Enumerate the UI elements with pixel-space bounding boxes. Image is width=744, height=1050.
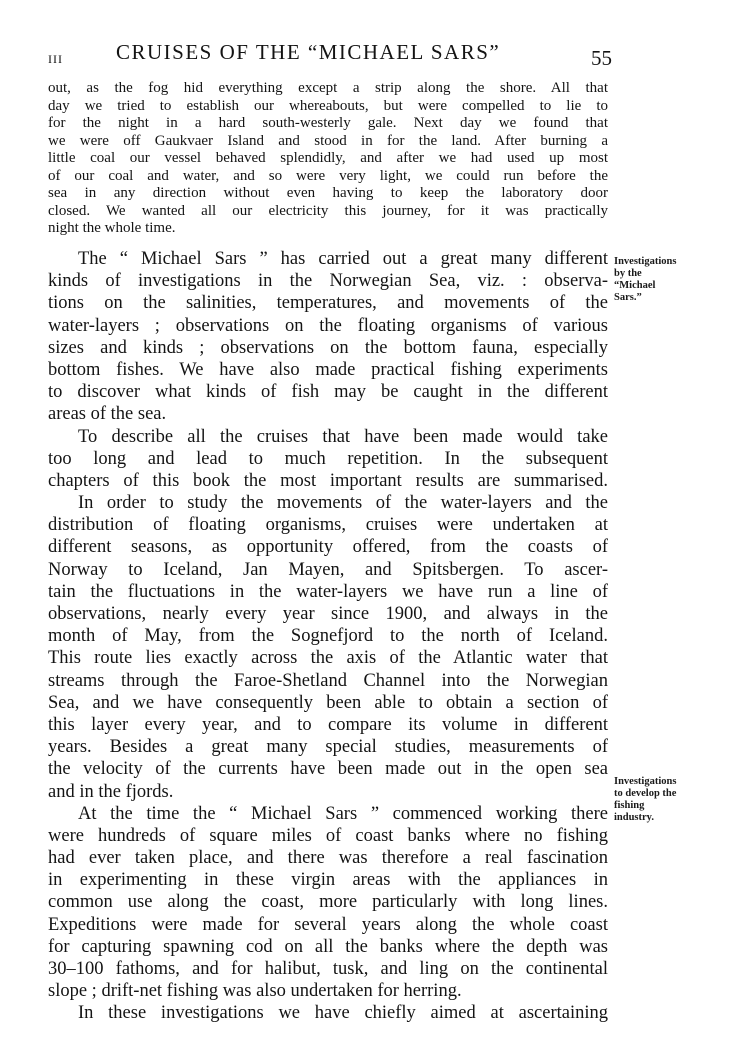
text-line: water-layers ; observations on the floating organisms of various: [48, 315, 608, 336]
text-line: for the night in a hard south-westerly gale. Next day we found that: [48, 115, 608, 131]
text-line: day we tried to establish our whereabouts, but were compelled to lie to: [48, 97, 608, 114]
main-text: [48, 248, 608, 1025]
text-line: month of May, from the Sognefjord to the north of Iceland.: [48, 626, 608, 647]
margin-note-line: Investigations: [614, 256, 677, 267]
text-line: tain the fluctuations in the water-layers we have run a line of: [48, 581, 608, 602]
text-line: and in the fjords.: [48, 781, 174, 802]
text-line: Expeditions were made for several years along the whole coast: [48, 914, 608, 935]
text-line: areas of the sea.: [48, 404, 167, 425]
text-line: bottom fishes. We have also made practical fishing experiments: [48, 359, 608, 380]
text-line: slope ; drift-net fishing was also undertaken for herring.: [48, 981, 462, 1002]
text-line: too long and lead to much repetition. In the subsequent: [48, 448, 608, 469]
text-line: kinds of investigations in the Norwegian Sea, viz. : observa-: [48, 271, 608, 292]
text-line: for capturing spawning cod on all the banks where the depth was: [48, 936, 608, 957]
text-line: we were off Gaukvaer Island and stood in for the land. After burning a: [48, 132, 608, 149]
text-line: 30–100 fathoms, and for halibut, tusk, and ling on the continental: [48, 959, 608, 979]
margin-note-line: to develop the: [614, 788, 677, 799]
text-line: closed. We wanted all our electricity this journey, for it was practically: [48, 202, 608, 219]
text-line: night the whole time.: [48, 220, 176, 236]
text-line: little coal our vessel behaved splendidly, and after we had used up most: [48, 150, 608, 166]
text-line: chapters of this book the most important results are summarised.: [48, 470, 608, 491]
running-title: CRUISES OF THE “MICHAEL SARS”: [116, 40, 501, 64]
text-line: sea in any direction without even having to keep the laboratory door: [48, 185, 608, 201]
margin-note-line: by the: [614, 268, 642, 279]
margin-note-line: industry.: [614, 812, 654, 823]
text-line: This route lies exactly across the axis of the Atlantic water that: [48, 648, 608, 669]
text-line: the velocity of the currents have been made out in the open sea: [48, 759, 608, 780]
page-number: 55: [591, 46, 612, 70]
running-header: [48, 40, 612, 72]
margin-note-line: fishing: [614, 800, 645, 811]
text-line: common use along the coast, more particularly with long lines.: [48, 892, 608, 913]
text-line: had ever taken place, and there was therefore a real fascination: [48, 848, 608, 869]
text-line: To describe all the cruises that have been made would take: [78, 426, 608, 447]
text-line: different seasons, as opportunity offered, from the coasts of: [48, 537, 608, 558]
text-line: to discover what kinds of fish may be caught in the different: [48, 382, 608, 403]
chapter-number: III: [48, 52, 63, 66]
text-line: this layer every year, and to compare its volume in different: [48, 714, 608, 735]
text-line: Norway to Iceland, Jan Mayen, and Spitsbergen. To ascer-: [48, 559, 608, 580]
text-line: of our coal and water, and so were very light, we could run before the: [48, 167, 608, 184]
text-line: In these investigations we have chiefly aimed at ascertaining: [78, 1003, 608, 1024]
text-line: streams through the Faroe-Shetland Channel into the Norwegian: [48, 670, 608, 691]
text-line: The “ Michael Sars ” has carried out a great many different: [78, 249, 608, 269]
text-line: were hundreds of square miles of coast banks where no fishing: [48, 825, 608, 846]
text-line: out, as the fog hid everything except a strip along the shore. All that: [48, 80, 608, 96]
margin-note-investigations-michael-sars: [614, 256, 706, 304]
margin-note-line: “Michael: [614, 280, 656, 291]
margin-note-fishing-industry: [614, 776, 706, 824]
text-line: observations, nearly every year since 1900, and always in the: [48, 604, 608, 624]
intro-paragraph: [48, 80, 608, 238]
text-line: distribution of floating organisms, cruises were undertaken at: [48, 515, 608, 536]
text-line: tions on the salinities, temperatures, and movements of the: [48, 293, 608, 314]
text-line: In order to study the movements of the water-layers and the: [78, 493, 608, 514]
margin-note-line: Sars.”: [614, 292, 642, 303]
text-line: years. Besides a great many special studies, measurements of: [48, 737, 608, 758]
text-line: At the time the “ Michael Sars ” commenced working there: [78, 803, 608, 824]
text-line: Sea, and we have consequently been able to obtain a section of: [48, 692, 608, 713]
text-line: sizes and kinds ; observations on the bottom fauna, especially: [48, 337, 608, 358]
margin-note-line: Investigations: [614, 776, 677, 787]
text-line: in experimenting in these virgin areas with the appliances in: [48, 870, 608, 891]
